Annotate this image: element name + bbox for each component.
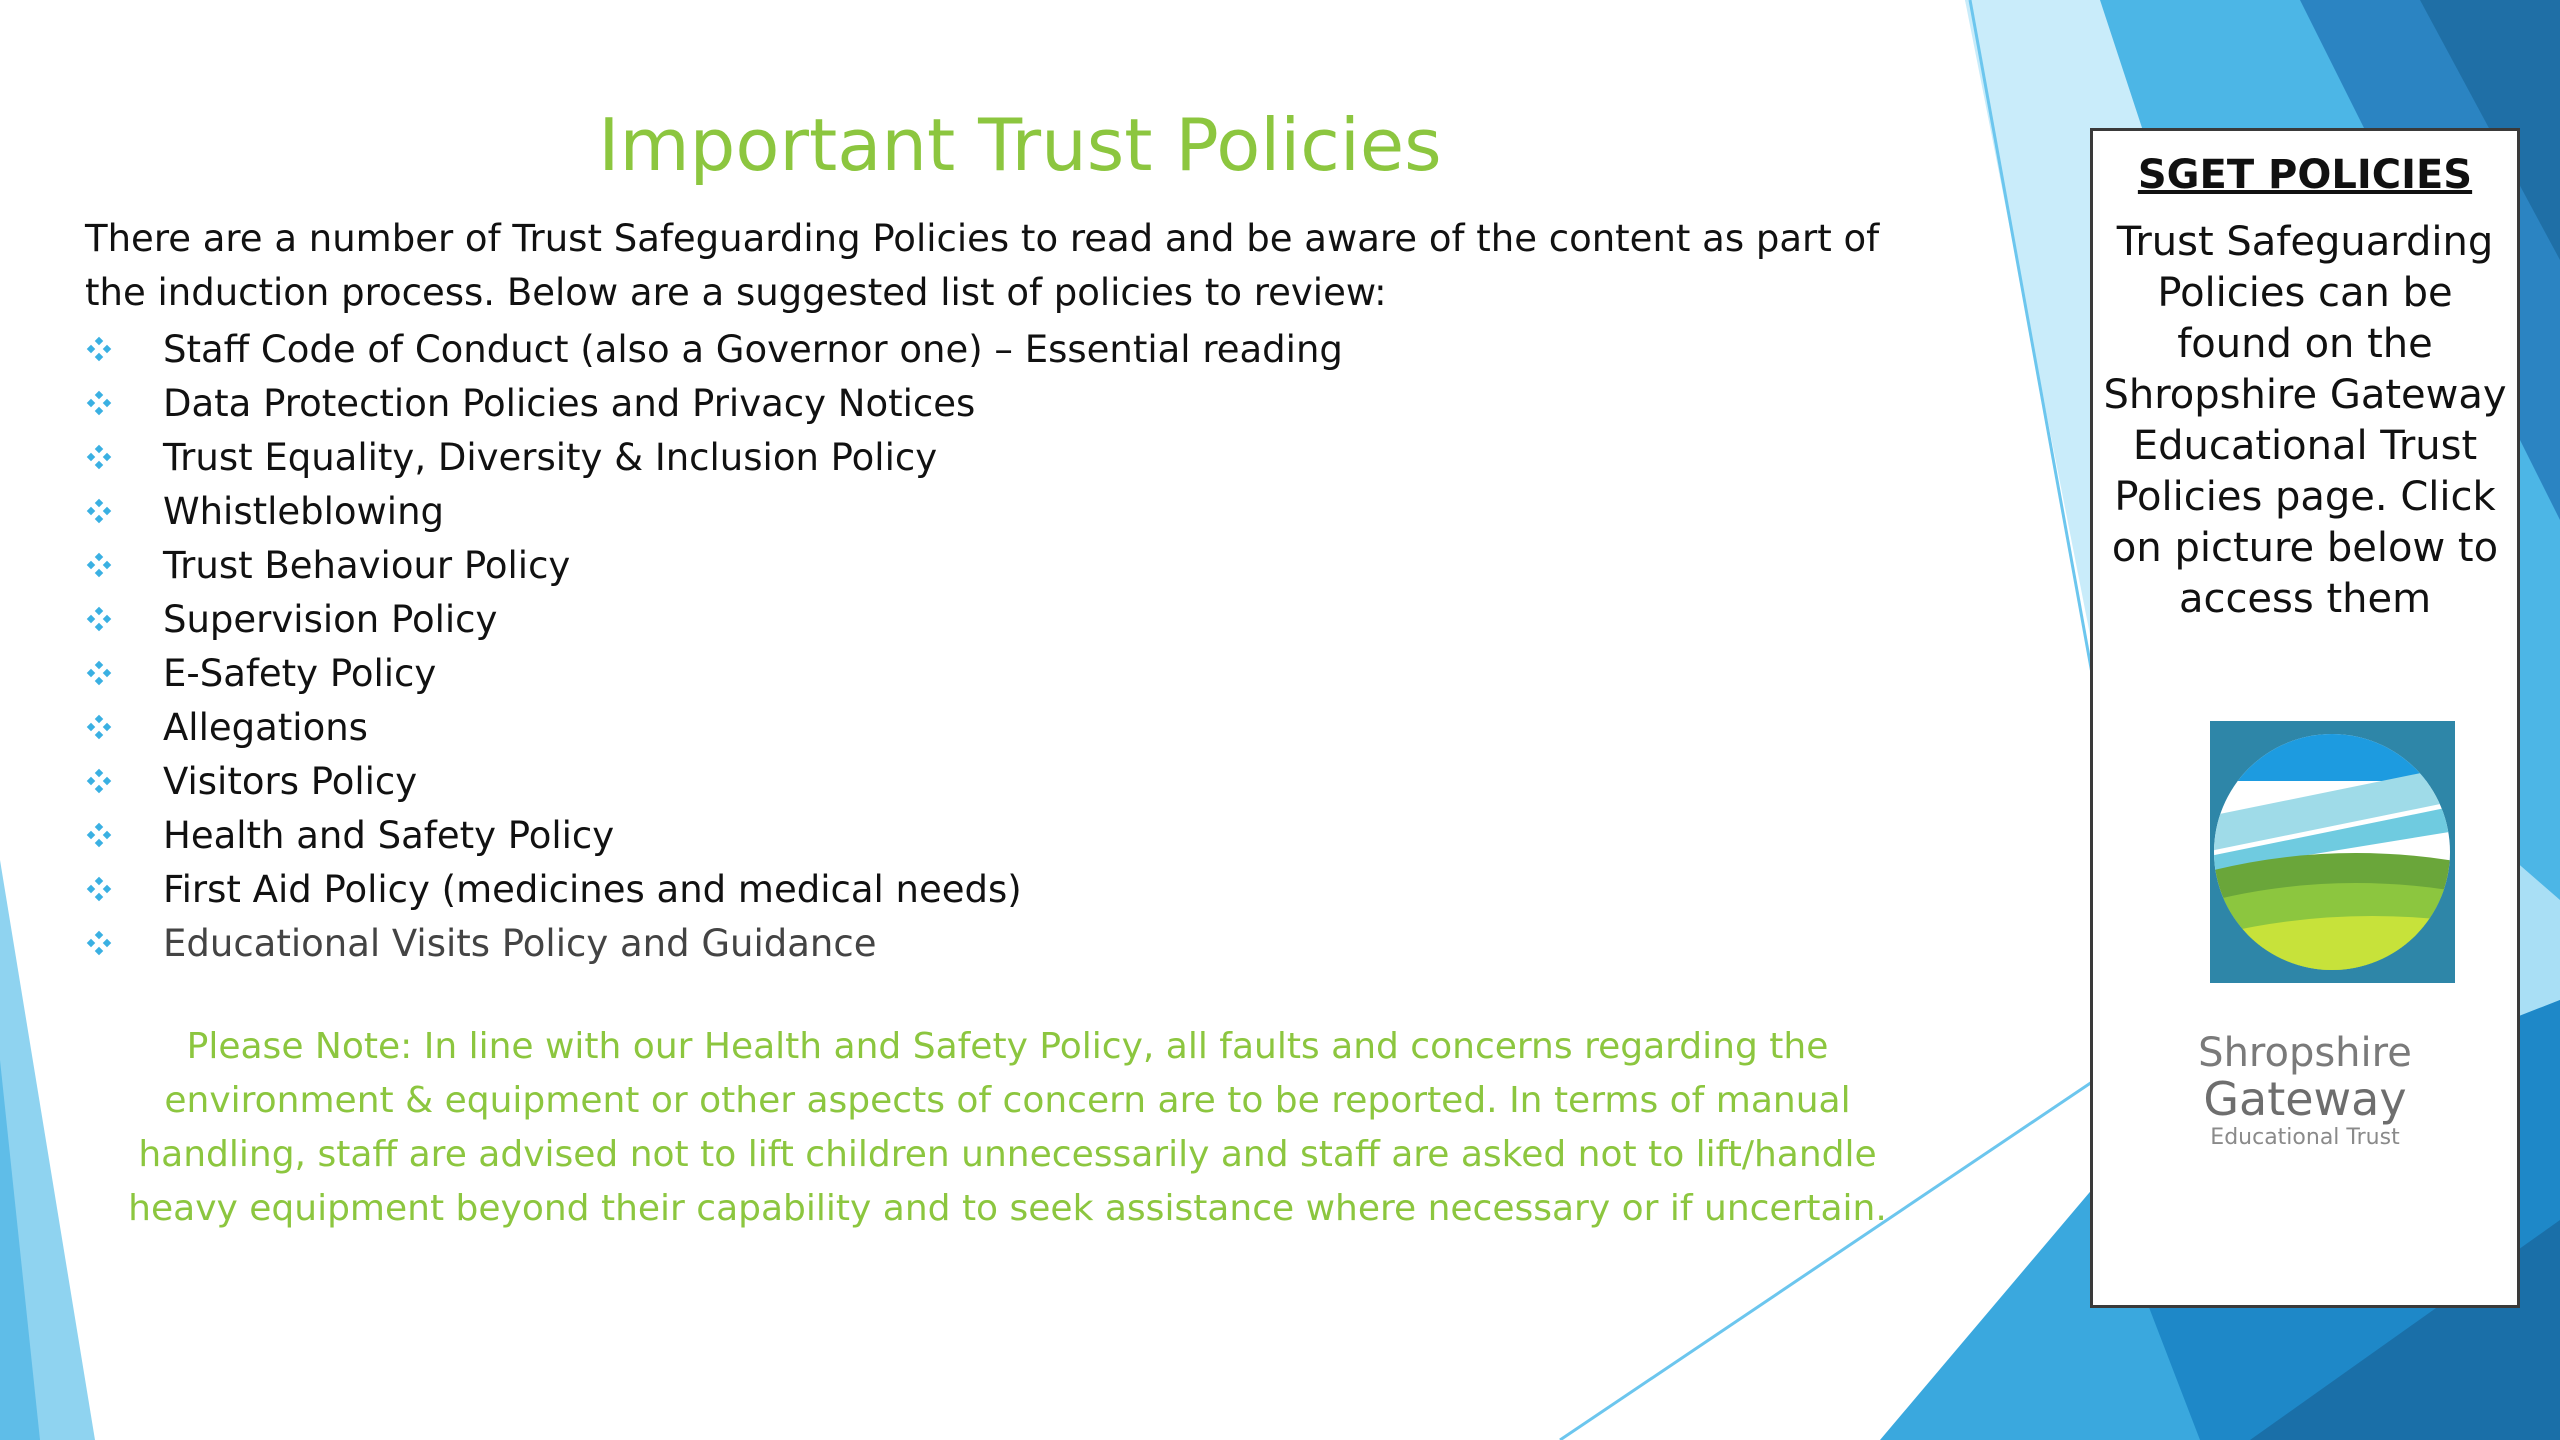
list-item	[80, 862, 1343, 916]
diamond-dots-bullet-icon	[86, 498, 112, 524]
diamond-dots-bullet-icon	[86, 876, 112, 902]
policy-label: Visitors Policy	[163, 759, 418, 803]
sget-logo-link[interactable]	[2210, 721, 2455, 983]
panel-heading: SGET POLICIES	[2137, 152, 2473, 198]
wordmark-line-3: Educational Trust	[2210, 1125, 2400, 1150]
sget-policies-panel	[2090, 128, 2520, 1308]
diamond-dots-bullet-icon	[86, 930, 112, 956]
wordmark-line-1: Shropshire	[2198, 1030, 2412, 1076]
policy-label: Supervision Policy	[163, 597, 498, 641]
policy-label: Trust Equality, Diversity & Inclusion Policy	[163, 435, 938, 479]
safety-note: Please Note: In line with our Health and Safety Policy, all faults and concerns regarding the environment & equipment or other aspects of concern are to be reported. In terms of manual handling, staff are advised not to lift children unnecessarily and staff are asked not to lift/handle heavy equipment beyond their capability and to seek assistance where necessary or if uncertain.	[128, 1026, 1887, 1229]
sget-logo-icon	[2210, 721, 2455, 983]
policy-label: Data Protection Policies and Privacy Notices	[163, 381, 976, 425]
policy-label: Allegations	[163, 705, 368, 749]
list-item	[80, 754, 1343, 808]
diamond-dots-bullet-icon	[86, 444, 112, 470]
panel-body: Trust Safeguarding Policies can be found on the Shropshire Gateway Educational Trust Policies page. Click on picture below to access them	[2103, 219, 2507, 622]
list-item	[80, 538, 1343, 592]
policy-label: First Aid Policy (medicines and medical needs)	[163, 867, 1022, 911]
policy-label: Health and Safety Policy	[163, 813, 615, 857]
diamond-dots-bullet-icon	[86, 714, 112, 740]
page-title: Important Trust Policies	[598, 103, 1442, 187]
list-item	[80, 916, 1343, 970]
diamond-dots-bullet-icon	[86, 606, 112, 632]
policy-list	[80, 322, 1343, 970]
list-item	[80, 484, 1343, 538]
intro-text: There are a number of Trust Safeguarding Policies to read and be aware of the content as part of the induction process. Below are a suggested list of policies to review:	[85, 217, 1880, 314]
diamond-dots-bullet-icon	[86, 336, 112, 362]
list-item	[80, 322, 1343, 376]
policy-label: Whistleblowing	[163, 489, 445, 533]
list-item	[80, 376, 1343, 430]
list-item	[80, 646, 1343, 700]
policy-label: Trust Behaviour Policy	[163, 543, 571, 587]
policy-label: Staff Code of Conduct (also a Governor one) – Essential reading	[163, 327, 1343, 371]
diamond-dots-bullet-icon	[86, 660, 112, 686]
diamond-dots-bullet-icon	[86, 768, 112, 794]
wordmark-line-2: Gateway	[2203, 1072, 2407, 1126]
list-item	[80, 592, 1343, 646]
list-item	[80, 808, 1343, 862]
diamond-dots-bullet-icon	[86, 822, 112, 848]
diamond-dots-bullet-icon	[86, 552, 112, 578]
sget-wordmark	[2093, 1031, 2517, 1153]
list-item	[80, 700, 1343, 754]
policy-label: E-Safety Policy	[163, 651, 437, 695]
list-item	[80, 430, 1343, 484]
diamond-dots-bullet-icon	[86, 390, 112, 416]
policy-label: Educational Visits Policy and Guidance	[163, 921, 877, 965]
